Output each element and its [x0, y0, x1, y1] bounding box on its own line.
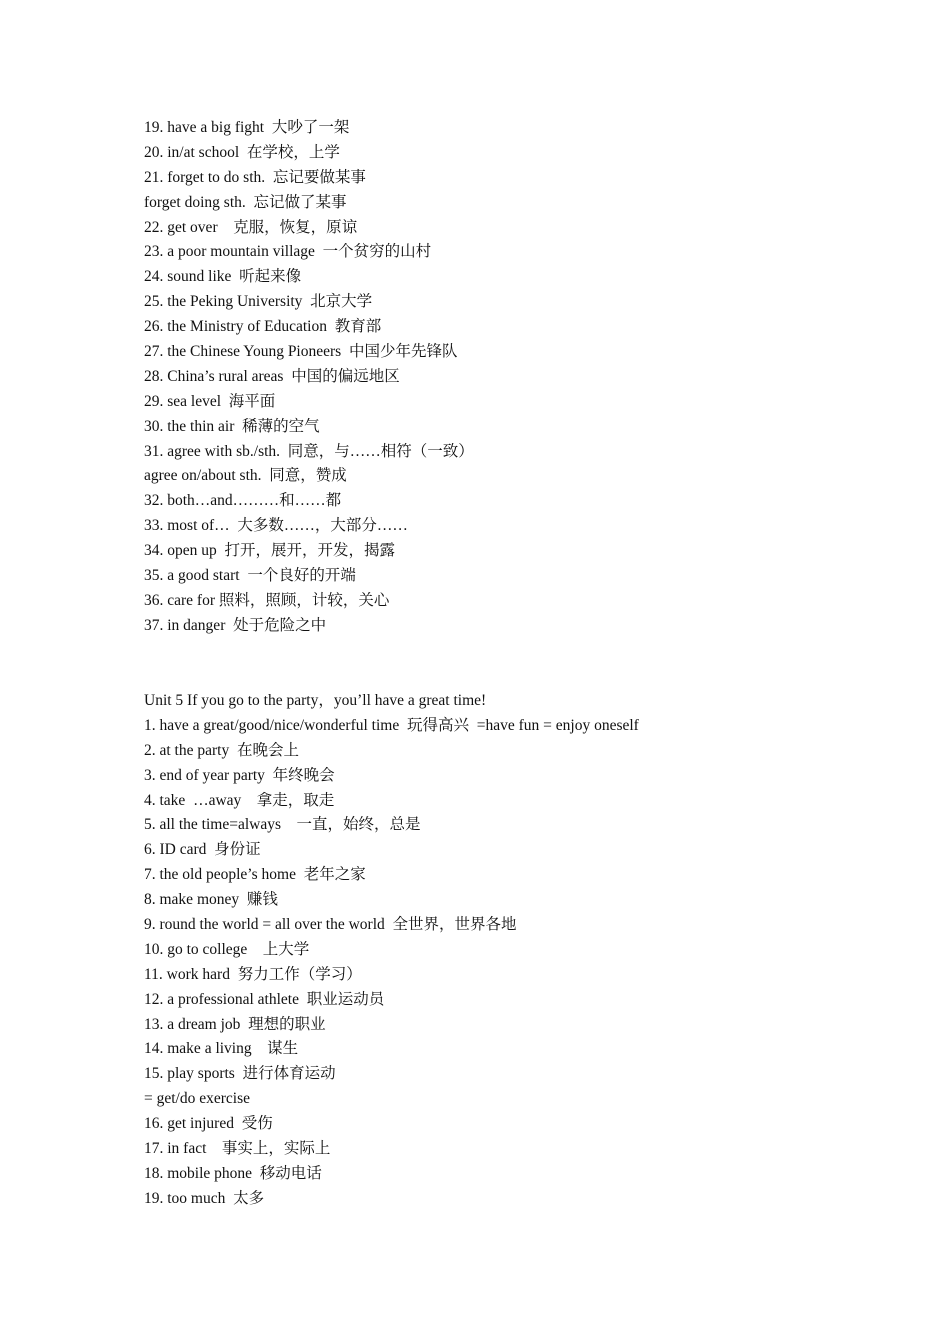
phrase-line: 28. China’s rural areas 中国的偏远地区	[144, 367, 400, 385]
phrase-line: 33. most of… 大多数……，大部分……	[144, 517, 408, 535]
phrase-line: 22. get over 克服，恢复，原谅	[144, 218, 358, 236]
phrase-line: 25. the Peking University 北京大学	[144, 293, 373, 311]
phrase-line: 14. make a living 谋生	[144, 1040, 299, 1058]
phrase-line: forget doing sth. 忘记做了某事	[144, 193, 347, 211]
phrase-line: 18. mobile phone 移动电话	[144, 1164, 322, 1182]
unit-heading: Unit 5 If you go to the party，you’ll have a great time!	[144, 692, 487, 709]
phrase-line: 4. take …away 拿走，取走	[144, 791, 335, 809]
phrase-line: 10. go to college 上大学	[144, 940, 310, 958]
phrase-line: 12. a professional athlete 职业运动员	[144, 990, 385, 1008]
phrase-line: 9. round the world = all over the world 全世界，世界各地	[144, 916, 517, 934]
phrase-line: 37. in danger 处于危险之中	[144, 616, 327, 634]
phrase-line: 35. a good start 一个良好的开端	[144, 567, 356, 585]
phrase-line: 24. sound like 听起来像	[144, 268, 302, 286]
phrase-line: 6. ID card 身份证	[144, 841, 261, 859]
phrase-line: 26. the Ministry of Education 教育部	[144, 318, 382, 336]
phrase-line: 27. the Chinese Young Pioneers 中国少年先锋队	[144, 343, 458, 361]
phrase-line: 15. play sports 进行体育运动	[144, 1065, 336, 1083]
phrase-line: 11. work hard 努力工作（学习）	[144, 965, 362, 983]
phrase-line: 34. open up 打开，展开，开发，揭露	[144, 542, 396, 560]
phrase-line: 19. too much 太多	[144, 1189, 265, 1207]
phrase-line: 1. have a great/good/nice/wonderful time 玩得高兴 =have fun = enjoy oneself	[144, 716, 639, 734]
phrase-line: 29. sea level 海平面	[144, 392, 276, 410]
phrase-line: 5. all the time=always 一直，始终，总是	[144, 816, 421, 834]
phrase-line: = get/do exercise	[144, 1090, 251, 1108]
phrase-line: 20. in/at school 在学校，上学	[144, 143, 340, 161]
phrase-line: 17. in fact 事实上，实际上	[144, 1140, 331, 1158]
phrase-line: 32. both…and………和……都	[144, 492, 342, 510]
phrase-line: agree on/about sth. 同意，赞成	[144, 467, 347, 485]
phrase-line: 2. at the party 在晚会上	[144, 741, 299, 759]
phrase-line: 3. end of year party 年终晚会	[144, 766, 335, 784]
phrase-line: 13. a dream job 理想的职业	[144, 1015, 326, 1033]
phrase-line: 16. get injured 受伤	[144, 1115, 273, 1133]
phrase-line: 31. agree with sb./sth. 同意，与……相符（一致）	[144, 442, 474, 460]
phrase-line: 7. the old people’s home 老年之家	[144, 866, 366, 884]
phrase-line: 21. forget to do sth. 忘记要做某事	[144, 168, 366, 186]
phrase-line: 23. a poor mountain village 一个贫穷的山村	[144, 243, 432, 261]
phrase-line: 36. care for 照料，照顾，计较，关心	[144, 591, 390, 609]
phrase-line: 8. make money 赚钱	[144, 891, 278, 909]
phrase-line: 19. have a big fight 大吵了一架	[144, 119, 350, 136]
phrase-line: 30. the thin air 稀薄的空气	[144, 417, 320, 435]
phrase-list-unit5	[144, 689, 639, 1212]
phrase-list-unit4-continued	[144, 116, 474, 639]
